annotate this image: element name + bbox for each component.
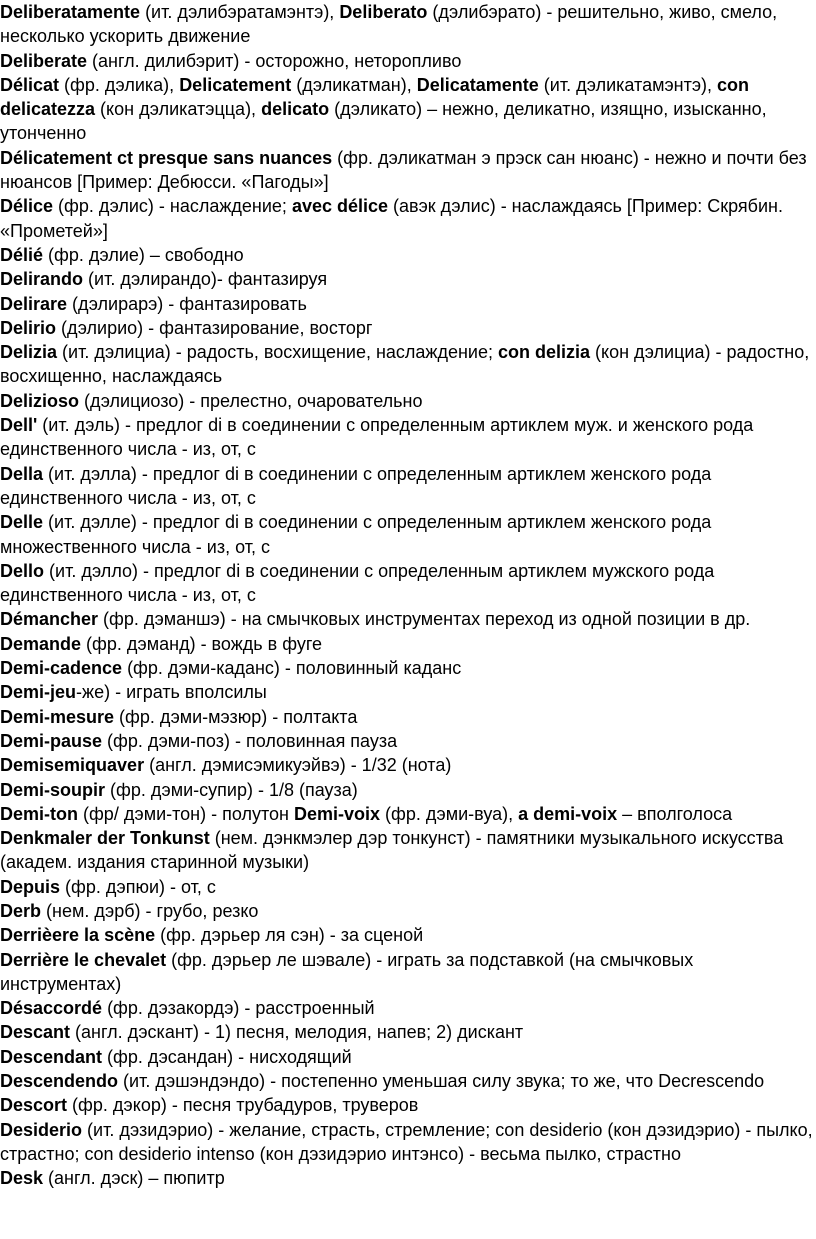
definition-text: (ит. дэлла) - предлог di в соединении с определенным артиклем женского рода единственного числа - из, от, с <box>0 463 712 508</box>
definition-text: (фр. дэми-мэзюр) - полтакта <box>114 706 358 727</box>
term: Demi-cadence <box>0 658 123 679</box>
term: Demisemiquaver <box>0 755 145 776</box>
term: Demi-mesure <box>0 706 115 727</box>
term: Demi-ton <box>0 803 78 824</box>
glossary-entry <box>0 1093 816 1117</box>
term: Demi-voix <box>293 803 381 824</box>
glossary-entry <box>0 607 816 631</box>
definition-text: (нем. дэнкмэлер дэр тонкунст) - памятники музыкального искусства (академ. издания старинной музыки) <box>0 828 784 873</box>
definition-text: (фр/ дэми-тон) - полутон <box>78 803 294 824</box>
term: Deliberatamente <box>0 2 141 22</box>
term: Délié <box>0 244 44 265</box>
glossary-entry <box>0 1118 816 1167</box>
glossary-entry <box>0 948 816 997</box>
definition-text: (дэлибэрато) - решительно, живо, смело, несколько ускорить движение <box>0 2 778 47</box>
glossary-entry <box>0 340 816 389</box>
definition-text: (фр. дэлика), <box>59 74 180 95</box>
term: con delizia <box>498 342 591 363</box>
glossary-entry <box>0 923 816 947</box>
definition-text: (кон дэликатэцца), <box>95 99 262 120</box>
definition-text: (фр. дэкор) - песня трубадуров, труверов <box>67 1095 419 1116</box>
definition-text: (фр. дэми-поз) - половинная пауза <box>102 730 398 751</box>
definition-text: (англ. дэскант) - 1) песня, мелодия, напев; 2) дискант <box>70 1022 524 1043</box>
term: Derrière le chevalet <box>0 949 167 970</box>
term: Dello <box>0 560 45 581</box>
definition-text: (ит. дэлле) - предлог di в соединении с определенным артиклем женского рода множественного числа - из, от, с <box>0 512 712 557</box>
definition-text: (ит. дэликатамэнтэ), <box>538 74 718 95</box>
term: con delicatezza <box>0 74 750 120</box>
term: Denkmaler der Tonkunst <box>0 828 210 849</box>
definition-text: -же) - играть вполсилы <box>76 682 267 703</box>
definition-text: (ит. дэшэндэндо) - постепенно уменьшая силу звука; то же, что Decrescendo <box>118 1071 765 1092</box>
term: Delizia <box>0 342 58 363</box>
glossary-entry <box>0 389 816 413</box>
glossary-entry <box>0 267 816 291</box>
definition-text: (англ. дилибэрит) - осторожно, неторопливо <box>87 50 462 71</box>
glossary-entry <box>0 316 816 340</box>
glossary-entry <box>0 146 816 195</box>
definition-text: (ит. дэль) - предлог di в соединении с определенным артиклем муж. и женского рода единственного числа - из, от, с <box>0 415 754 460</box>
glossary-entry <box>0 729 816 753</box>
definition-text: (фр. дэлие) – свободно <box>43 244 244 265</box>
glossary-entry <box>0 243 816 267</box>
term: Demande <box>0 633 82 654</box>
term: Delirio <box>0 317 57 338</box>
definition-text: (ит. дэлло) - предлог di в соединении с определенным артиклем мужского рода единственного числа - из, от, с <box>0 560 715 606</box>
definition-text: (кон дэлициа) - радостно, восхищенно, наслаждаясь <box>0 342 810 387</box>
definition-text: (фр. дэсандан) - нисходящий <box>102 1046 352 1067</box>
term: Delicatement <box>179 74 292 95</box>
term: Descendendo <box>0 1071 119 1092</box>
term: Delle <box>0 512 44 533</box>
definition-text: (дэлирарэ) - фантазировать <box>67 293 307 314</box>
glossary-entry <box>0 632 816 656</box>
term: Depuis <box>0 876 61 897</box>
definition-text: (фр. дэманд) - вождь в фуге <box>81 633 323 654</box>
glossary-entry <box>0 1045 816 1069</box>
definition-text: (ит. дэлибэратамэнтэ), <box>140 2 340 22</box>
glossary-entry <box>0 73 816 146</box>
term: Descant <box>0 1022 71 1043</box>
definition-text: (дэлициозо) - прелестно, очаровательно <box>79 390 423 411</box>
glossary-entry <box>0 875 816 899</box>
term: Démancher <box>0 609 99 630</box>
term: Delirare <box>0 293 68 314</box>
term: Delirando <box>0 269 84 290</box>
glossary-entry <box>0 996 816 1020</box>
glossary-entry <box>0 680 816 704</box>
definition-text: (фр. дэрьер ле шэвале) - играть за подставкой (на смычковых инструментах) <box>0 949 694 994</box>
term: Delicatamente <box>416 74 539 95</box>
term: Délicat <box>0 74 60 95</box>
term: Délice <box>0 196 54 217</box>
definition-text: (фр. дэлис) - наслаждение; <box>53 196 292 217</box>
definition-text: (дэликато) – нежно, деликатно, изящно, изысканно, утонченно <box>0 99 767 144</box>
term: Derb <box>0 900 42 921</box>
glossary-entry <box>0 826 816 875</box>
term: Desiderio <box>0 1119 83 1140</box>
term: a demi-voix <box>518 803 618 824</box>
glossary-entry <box>0 656 816 680</box>
term: Demi-pause <box>0 730 103 751</box>
definition-text: (фр. дэликатман э прэск сан нюанс) - нежно и почти без нюансов [Пример: Дебюсси. «Пагоды»] <box>0 147 807 193</box>
term: Deliberato <box>339 2 428 22</box>
glossary-entry <box>0 462 816 511</box>
term: Descendant <box>0 1046 103 1067</box>
term: Della <box>0 463 44 484</box>
term: Délicatement ct presque sans nuances <box>0 147 333 168</box>
glossary-entry <box>0 778 816 802</box>
definition-text: (фр. дэми-каданс) - половинный каданс <box>122 658 462 679</box>
definition-text: (фр. дэми-супир) - 1/8 (пауза) <box>105 779 358 800</box>
term: Dell' <box>0 415 38 436</box>
glossary-entry <box>0 194 816 243</box>
glossary-entry <box>0 1020 816 1044</box>
definition-text: (авэк дэлис) - наслаждаясь [Пример: Скрябин. «Прометей»] <box>0 196 783 241</box>
term: Delizioso <box>0 390 80 411</box>
definition-text: (нем. дэрб) - грубо, резко <box>41 900 259 921</box>
glossary-entry <box>0 802 816 826</box>
glossary-entry <box>0 510 816 559</box>
glossary-entry <box>0 0 816 49</box>
definition-text: (фр. дэми-вуа), <box>380 803 519 824</box>
glossary-entry <box>0 1166 816 1190</box>
term: Descort <box>0 1095 68 1116</box>
glossary-entry <box>0 49 816 73</box>
term: Demi-soupir <box>0 779 106 800</box>
definition-text: (дэликатман), <box>291 74 417 95</box>
definition-text: (фр. дэрьер ля сэн) - за сценой <box>155 925 424 946</box>
term: Demi-jeu <box>0 682 77 703</box>
glossary-entry <box>0 899 816 923</box>
glossary-entry <box>0 1069 816 1093</box>
term: Derrièere la scène <box>0 925 156 946</box>
glossary-entry <box>0 559 816 608</box>
definition-text: (дэлирио) - фантазирование, восторг <box>56 317 373 338</box>
definition-text: (ит. дэзидэрио) - желание, страсть, стремление; con desiderio (кон дэзидэрио) - пылко, страстно; con desiderio intenso (кон дэзидэрио интэнсо) - весьма пылко, страстно <box>0 1119 813 1164</box>
glossary-entry <box>0 753 816 777</box>
term: Désaccordé <box>0 998 103 1019</box>
glossary-entry <box>0 413 816 462</box>
definition-text: (фр. дэманшэ) - на смычковых инструментах переход из одной позиции в др. <box>98 609 751 630</box>
definition-text: – вполголоса <box>617 803 733 824</box>
definition-text: (ит. дэлициа) - радость, восхищение, наслаждение; <box>57 342 498 363</box>
definition-text: (фр. дэпюи) - от, с <box>60 876 216 897</box>
glossary-entry <box>0 705 816 729</box>
term: delicato <box>261 99 330 120</box>
definition-text: (ит. дэлирандо)- фантазируя <box>83 269 328 290</box>
term: Desk <box>0 1168 44 1189</box>
term: Deliberate <box>0 50 88 71</box>
definition-text: (англ. дэмисэмикуэйвэ) - 1/32 (нота) <box>144 755 452 776</box>
glossary-entry <box>0 292 816 316</box>
definition-text: (фр. дэзакордэ) - расстроенный <box>102 998 375 1019</box>
term: avec délice <box>291 196 389 217</box>
definition-text: (англ. дэск) – пюпитр <box>43 1168 225 1189</box>
